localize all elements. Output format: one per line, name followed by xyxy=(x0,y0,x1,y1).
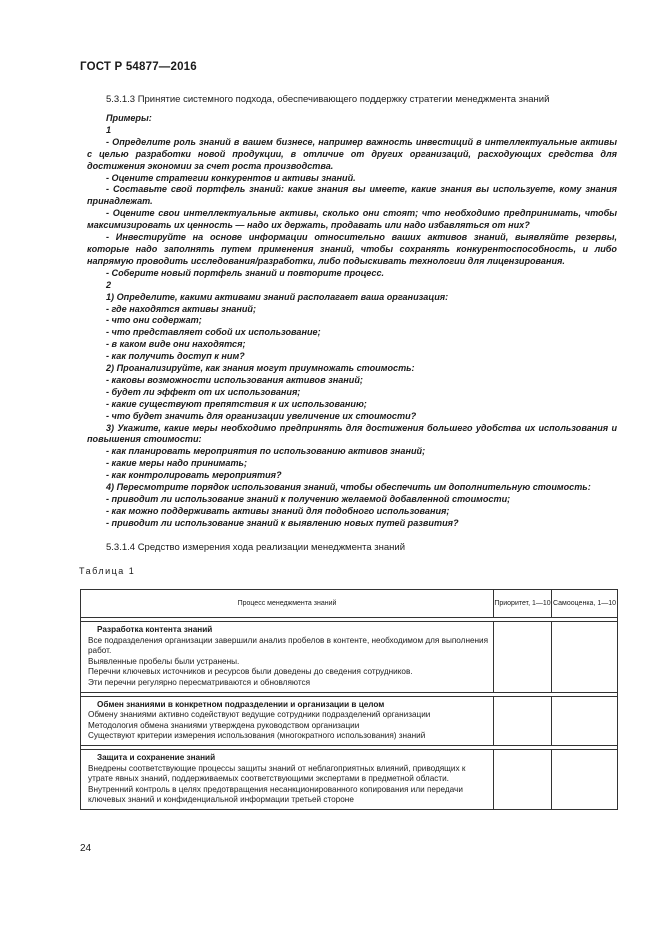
example-line: - что будет значить для организации увеличение их стоимости? xyxy=(106,410,417,421)
example-line: - как планировать мероприятия по использованию активов знаний; xyxy=(106,446,426,457)
document-header: ГОСТ Р 54877—2016 xyxy=(80,61,197,73)
example-line: - приводит ли использование знаний к получению желаемой добавленной стоимости; xyxy=(106,494,511,504)
column-header-priority: Приоритет, 1—10 xyxy=(494,590,552,618)
example-line: - Определите роль знаний в вашем бизнесе, например важность инвестиций в интеллектуальные активы с целью разработки новой продукции, в отличие от других организаций, расходующих средства для достижения экономии за счет роста производства. xyxy=(87,136,617,171)
self-assessment-cell[interactable] xyxy=(552,749,618,809)
examples-label: Примеры: xyxy=(106,113,152,123)
process-cell xyxy=(81,696,494,745)
table-row xyxy=(81,622,618,693)
example-line: - что они содержат; xyxy=(106,315,202,326)
example-line: - Инвестируйте на основе информации относительно ваших активов знаний, выявляйте резервы, которые надо заполнять путем применения знаний, чтобы сохранять конкурентоспособность, и либо напрямую проводить исследования/разработки, либо подыскивать технологии для лицензирования. xyxy=(87,232,617,266)
example-line: - где находятся активы знаний; xyxy=(106,303,256,314)
example-line: - как контролировать мероприятия? xyxy=(106,470,282,481)
row-line: Эти перечни регулярно пересматриваются и обновляются xyxy=(88,677,311,687)
process-cell xyxy=(81,749,494,809)
example-line: - будет ли эффект от их использования; xyxy=(106,386,301,397)
table-row xyxy=(81,749,618,809)
example-line: 1) Определите, какими активами знаний располагает ваша организация: xyxy=(106,291,449,302)
examples-block xyxy=(87,113,617,530)
example-number: 2 xyxy=(106,279,112,290)
row-title: Разработка контента знаний xyxy=(97,625,213,634)
example-line: - приводит ли использование знаний к выявлению новых путей развития? xyxy=(106,517,459,528)
table-row xyxy=(81,696,618,745)
process-cell xyxy=(81,622,494,693)
example-line: - что представляет собой их использование; xyxy=(106,327,321,338)
row-line: Выявленные пробелы были устранены. xyxy=(88,656,240,666)
row-title: Обмен знаниями в конкретном подразделении и организации в целом xyxy=(97,699,385,709)
section-5-3-1-4-heading: 5.3.1.4 Средство измерения хода реализации менеджмента знаний xyxy=(106,542,406,553)
example-line: - Оцените стратегии конкурентов и активы знаний. xyxy=(106,172,356,183)
example-line: - какие существуют препятствия к их использованию; xyxy=(106,398,367,409)
example-line: 4) Пересмотрите порядок использования знаний, чтобы обеспечить им дополнительную стоимость: xyxy=(106,482,591,493)
example-line: 3) Укажите, какие меры необходимо предпринять для достижения большего удобства их использования и повышения стоимости: xyxy=(87,422,617,445)
row-line: Существуют критерии измерения использования (многократного использования) знаний xyxy=(88,731,426,741)
table-header-row xyxy=(81,590,618,618)
row-line: Обмену знаниями активно содействуют ведущие сотрудники подразделений организации xyxy=(88,710,431,720)
example-line: - каковы возможности использования активов знаний; xyxy=(106,374,363,385)
example-line: - Составьте свой портфель знаний: какие знания вы имеете, какие знания вы используете, кому знания принадлежат. xyxy=(87,184,617,207)
self-assessment-cell[interactable] xyxy=(552,622,618,693)
table-1 xyxy=(80,589,618,810)
column-header-process: Процесс менеджмента знаний xyxy=(81,590,494,618)
row-line: Методология обмена знаниями утверждена руководством организации xyxy=(88,720,360,730)
example-line: 2) Проанализируйте, как знания могут приумножать стоимость: xyxy=(106,363,415,374)
example-line: - Оцените свои интеллектуальные активы, сколько они стоят; что необходимо предпринимать, чтобы максимизировать их ценность — надо их держать, продавать или надо избавляться от них? xyxy=(87,208,617,231)
example-line: - в каком виде они находятся; xyxy=(106,339,246,350)
row-title: Защита и сохранение знаний xyxy=(97,752,216,762)
self-assessment-cell[interactable] xyxy=(552,696,618,745)
row-line: Перечни ключевых источников и ресурсов были доведены до сведения сотрудников. xyxy=(88,667,413,677)
example-line: - как получить доступ к ним? xyxy=(106,351,245,362)
row-line: Внутренний контроль в целях предотвращения несанкционированного копирования или передачи ключевых знаний и конфиденциальной информации третьей стороне xyxy=(88,784,463,805)
example-line: - как можно поддерживать активы знаний для подобного использования; xyxy=(106,505,450,516)
row-line: Все подразделения организации завершили анализ пробелов в контенте, необходимом для выполнения работ. xyxy=(88,635,489,656)
example-line: - какие меры надо принимать; xyxy=(106,458,247,469)
row-line: Внедрены соответствующие процессы защиты знаний от неблагоприятных влияний, приводящих к утрате явных знаний, поддерживаемых соответствующими экспертами в предметной области. xyxy=(88,763,466,784)
example-line: - Соберите новый портфель знаний и повторите процесс. xyxy=(106,267,385,278)
priority-cell[interactable] xyxy=(494,622,552,693)
table-caption: Таблица 1 xyxy=(79,566,136,576)
section-5-3-1-3-heading: 5.3.1.3 Принятие системного подхода, обеспечивающего поддержку стратегии менеджмента знаний xyxy=(106,94,550,105)
priority-cell[interactable] xyxy=(494,749,552,809)
priority-cell[interactable] xyxy=(494,696,552,745)
example-number: 1 xyxy=(106,124,112,135)
page-number: 24 xyxy=(80,843,92,854)
column-header-self-assessment: Самооценка, 1—10 xyxy=(552,590,618,618)
